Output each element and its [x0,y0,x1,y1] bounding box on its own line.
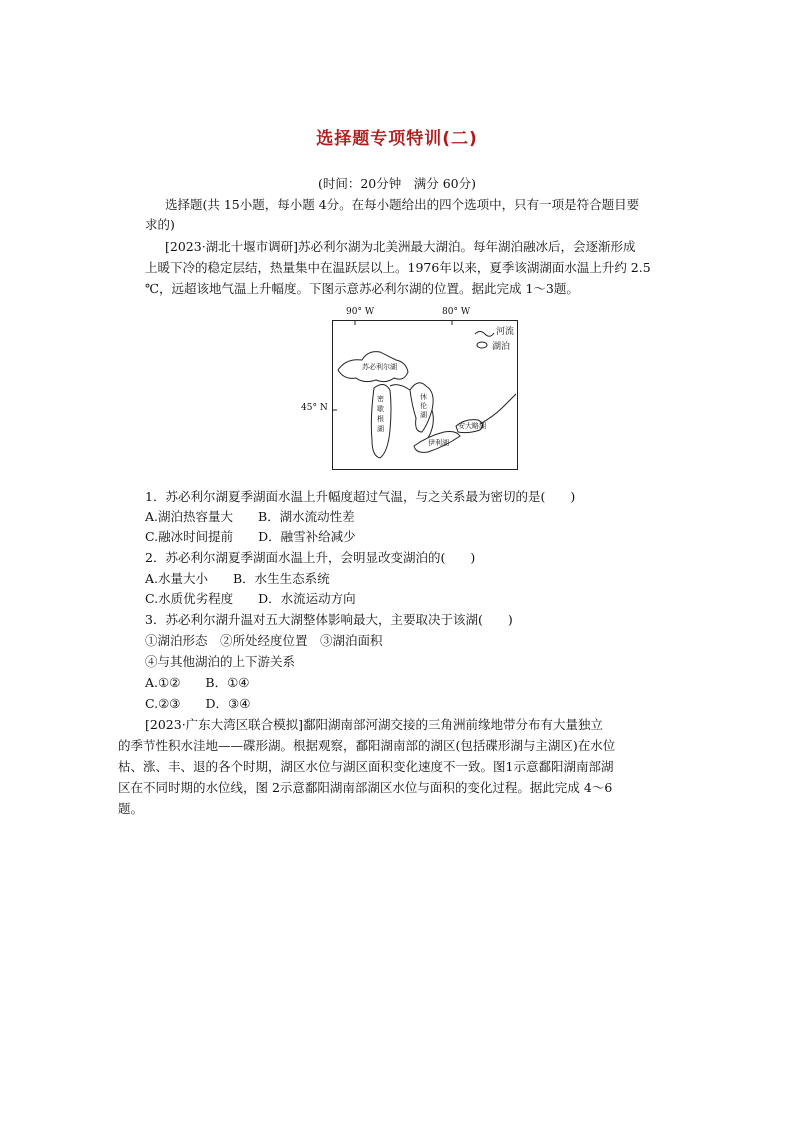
legend-lake-label: 湖泊 [492,342,511,352]
passage1-line-3: ℃，远超该地气温上升幅度。下图示意苏必利尔湖的位置。据此完成 1～3题。 [145,281,579,296]
passage1-line-1: [2023·湖北十堰市调研]苏必利尔湖为北美洲最大湖泊。每年湖泊融冰后，会逐渐形成 [165,239,636,254]
q3-stem: 3．苏必利尔湖升温对五大湖整体影响最大，主要取决于该湖( ) [145,612,513,627]
passage2-line-4: 区在不同时期的水位线，图 2示意鄱阳湖南部湖区水位与面积的变化过程。据此完成 4～6 [118,780,613,795]
q2-options-ab: A.水量大小 B．水生生态系统 [145,571,330,586]
st-lawrence-river [480,394,516,424]
passage2-line-2: 的季节性积水洼地——碟形湖。根据观察，鄱阳湖南部的湖区(包括碟形湖与主湖区)在水位 [118,738,616,753]
label-lake-huron: 休伦湖 [420,393,427,419]
label-lake-superior: 苏必利尔湖 [362,363,397,371]
passage2-line-3: 枯、涨、丰、退的各个时期，湖区水位与湖区面积变化速度不一致。图1示意鄱阳湖南部湖 [118,759,614,774]
q2-options-cd: C.水质优劣程度 D．水流运动方向 [145,591,356,606]
mackinac-strait [390,385,410,390]
q3-items-2: ④与其他湖泊的上下游关系 [145,654,296,669]
q1-options-ab: A.湖泊热容量大 B．湖水流动性差 [145,509,355,524]
passage2-line-1: [2023·广东大湾区联合模拟]鄱阳湖南部河湖交接的三角洲前缘地带分布有大量独立 [145,717,604,732]
lat-label-45n: 45° N [301,403,328,413]
legend-river-symbol [475,332,494,337]
lon-label-90w: 90° W [346,307,375,317]
lon-label-80w: 80° W [442,307,471,317]
q3-items-1: ①湖泊形态 ②所处经度位置 ③湖泊面积 [145,633,383,648]
q2-stem: 2．苏必利尔湖夏季湖面水温上升，会明显改变湖泊的( ) [145,550,476,565]
label-lake-michigan: 密歇根湖 [377,395,384,433]
instructions-line-2: 求的) [145,217,175,232]
q3-options-cd: C.②③ D．③④ [145,696,251,711]
page-title: 选择题专项特训(二) [316,129,478,149]
q3-options-ab: A.①② B．①④ [145,675,250,690]
legend-river-label: 河流 [496,327,515,337]
time-and-score: (时间：20分钟 满分 60分) [317,176,477,191]
legend-lake-symbol [477,342,487,348]
q1-stem: 1．苏必利尔湖夏季湖面水温上升幅度超过气温，与之关系最为密切的是( ) [145,489,576,504]
label-lake-erie: 伊利湖 [428,439,449,447]
passage2-line-5: 题。 [118,801,144,816]
great-lakes-map [301,307,518,470]
label-lake-ontario: 安大略湖 [458,422,486,430]
instructions-line-1: 选择题(共 15小题，每小题 4分。在每小题给出的四个选项中，只有一项是符合题目要 [165,197,640,212]
passage1-line-2: 上暖下冷的稳定层结，热量集中在温跃层以上。1976年以来，夏季该湖湖面水温上升约 2.5 [145,260,651,275]
q1-options-cd: C.融冰时间提前 D．融雪补给减少 [145,529,356,544]
